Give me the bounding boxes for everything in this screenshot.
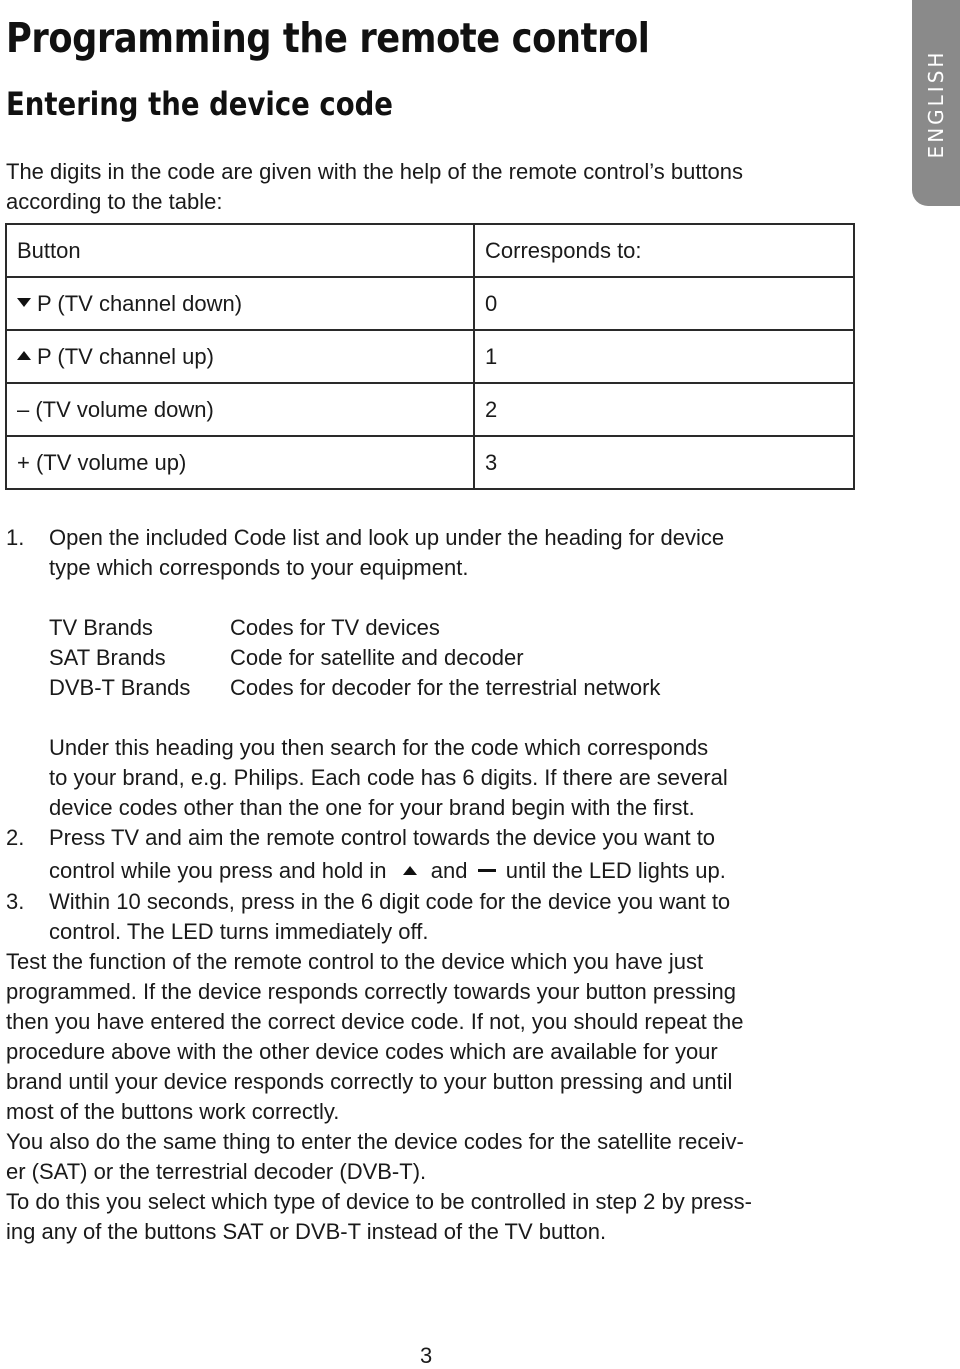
- table-header-button: Button: [6, 224, 474, 277]
- intro-line-2: according to the table:: [6, 189, 223, 214]
- step3-line-2: control. The LED turns immediately off.: [49, 919, 429, 944]
- table-cell-button: + (TV volume up): [6, 436, 474, 489]
- triangle-up-icon: [17, 351, 31, 360]
- step1-line-1: Open the included Code list and look up under the heading for device: [49, 525, 725, 550]
- closing-line: most of the buttons work correctly.: [6, 1099, 340, 1124]
- table-cell-button: – (TV volume down): [6, 383, 474, 436]
- closing-line: ing any of the buttons SAT or DVB-T instead of the TV button.: [6, 1219, 607, 1244]
- brand-name: DVB-T Brands: [49, 675, 191, 700]
- step2-line-1: Press TV and aim the remote control towards the device you want to: [49, 825, 716, 850]
- closing-line: brand until your device responds correctly to your button pressing and until: [6, 1069, 733, 1094]
- closing-line: then you have entered the correct device code. If not, you should repeat the: [6, 1009, 744, 1034]
- minus-icon: [478, 869, 496, 872]
- table-cell-value: 1: [474, 330, 854, 383]
- table-header-corresponds: Corresponds to:: [474, 224, 854, 277]
- table-row: [6, 330, 854, 383]
- closing-line: programmed. If the device responds correctly towards your button pressing: [6, 979, 737, 1004]
- table-row: [6, 436, 854, 489]
- intro-line-1: The digits in the code are given with the help of the remote control’s buttons: [6, 159, 744, 184]
- section-title: Entering the device code: [6, 85, 393, 123]
- brand-desc: Codes for TV devices: [230, 615, 440, 640]
- step1-cont-line-3: device codes other than the one for your brand begin with the first.: [49, 795, 695, 820]
- table-header-row: [6, 224, 854, 277]
- table-cell-button: [6, 330, 474, 383]
- language-tab-label: ENGLISH: [924, 49, 948, 159]
- table-cell-value: 0: [474, 277, 854, 330]
- page-number: 3: [420, 1343, 433, 1368]
- closing-line: To do this you select which type of device to be controlled in step 2 by press-: [6, 1189, 752, 1214]
- button-label: P (TV channel down): [37, 290, 243, 316]
- closing-line: procedure above with the other device codes which are available for your: [6, 1039, 718, 1064]
- step1-line-2: type which corresponds to your equipment.: [49, 555, 469, 580]
- table-cell-value: 2: [474, 383, 854, 436]
- brand-desc: Codes for decoder for the terrestrial network: [230, 675, 661, 700]
- triangle-down-icon: [17, 298, 31, 307]
- step2-text-c: until the LED lights up.: [505, 858, 726, 883]
- triangle-up-icon: [403, 866, 417, 875]
- step2-text-b: and: [430, 858, 468, 883]
- closing-line: Test the function of the remote control to the device which you have just: [6, 949, 704, 974]
- table-cell-button: [6, 277, 474, 330]
- table-row: [6, 277, 854, 330]
- step-number: 1.: [6, 525, 25, 550]
- button-code-table: [5, 223, 855, 490]
- brand-desc: Code for satellite and decoder: [230, 645, 524, 670]
- step3-line-1: Within 10 seconds, press in the 6 digit code for the device you want to: [49, 889, 731, 914]
- table-row: [6, 383, 854, 436]
- step2-text-a: control while you press and hold in: [49, 858, 387, 883]
- step2-line-2: [49, 856, 726, 886]
- step-number: 3.: [6, 889, 25, 914]
- closing-line: er (SAT) or the terrestrial decoder (DVB-T).: [6, 1159, 427, 1184]
- button-label: P (TV channel up): [37, 343, 214, 369]
- language-tab: [912, 0, 960, 206]
- page-title: Programming the remote control: [6, 14, 650, 62]
- step1-cont-line-1: Under this heading you then search for the code which corresponds: [49, 735, 709, 760]
- step1-cont-line-2: to your brand, e.g. Philips. Each code has 6 digits. If there are several: [49, 765, 728, 790]
- step-number: 2.: [6, 825, 25, 850]
- table-cell-value: 3: [474, 436, 854, 489]
- brand-name: SAT Brands: [49, 645, 166, 670]
- brand-name: TV Brands: [49, 615, 153, 640]
- closing-line: You also do the same thing to enter the device codes for the satellite receiv-: [6, 1129, 744, 1154]
